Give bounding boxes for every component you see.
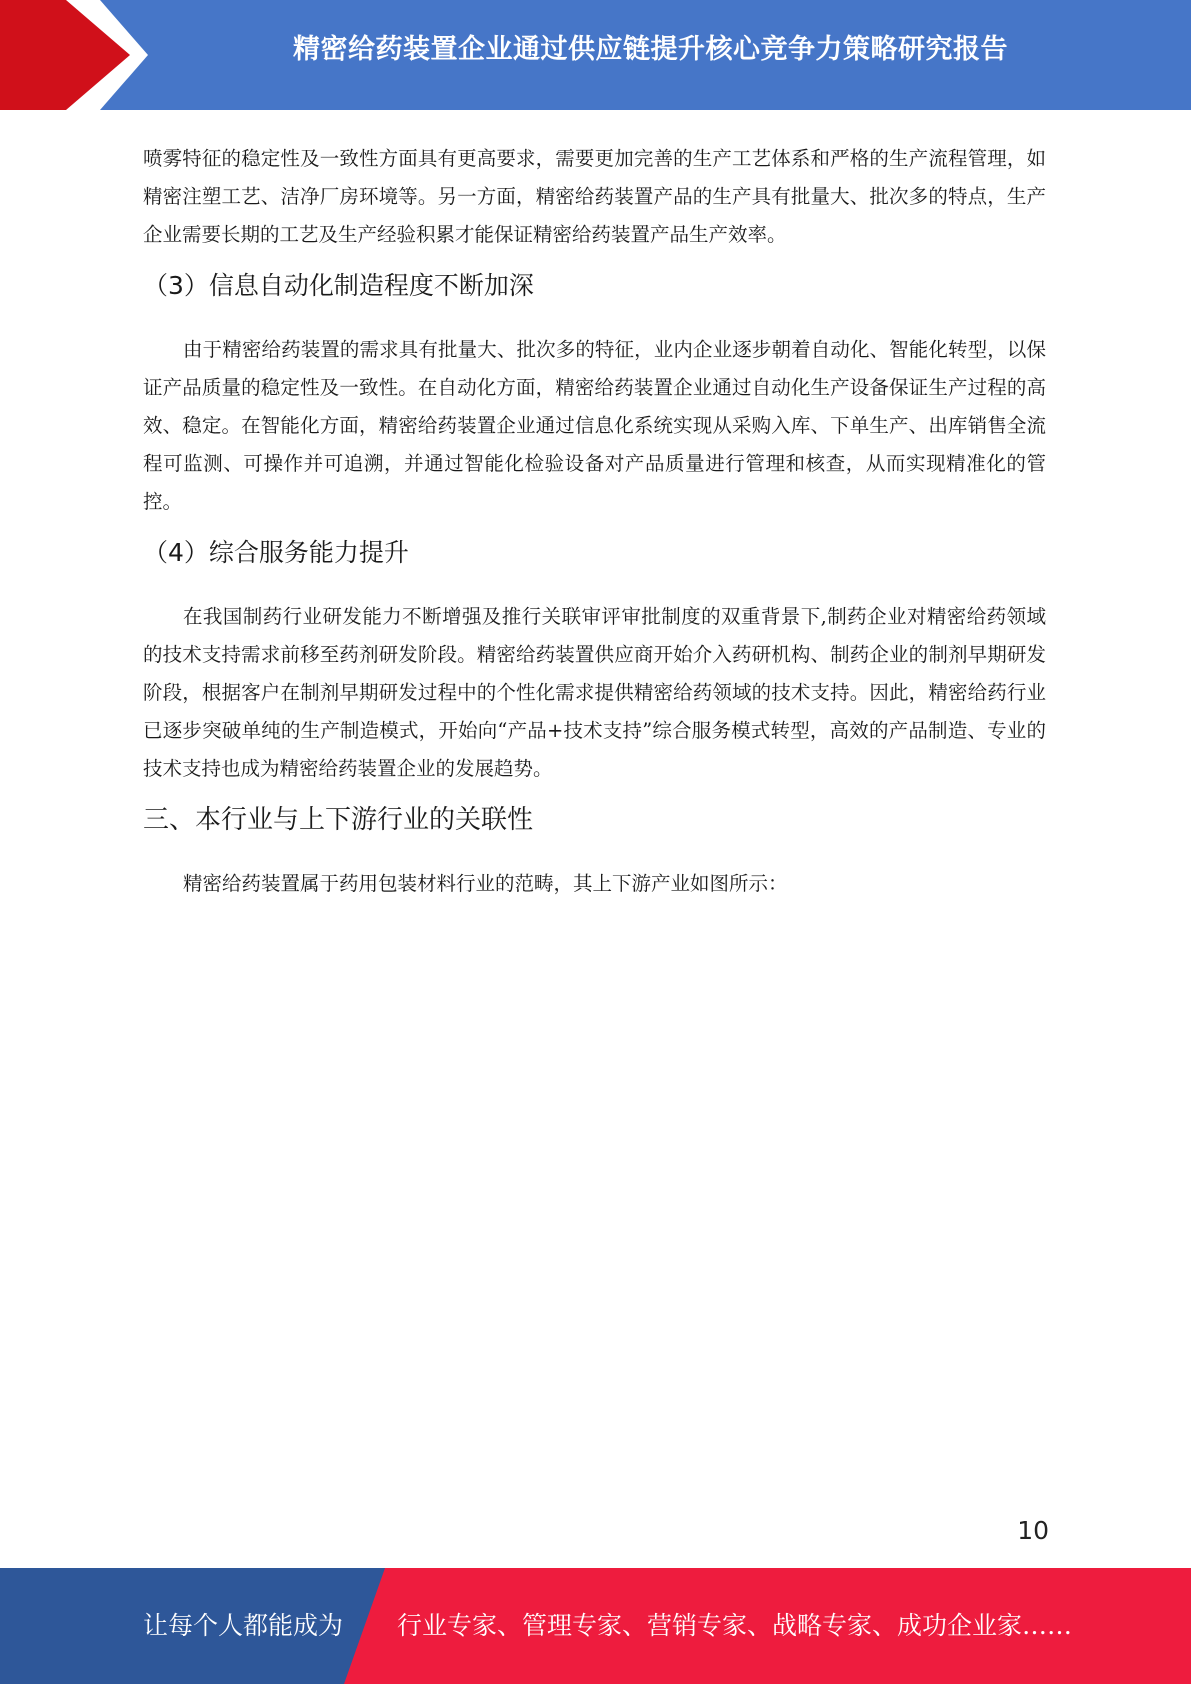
- report-title: 精密给药装置企业通过供应链提升核心竞争力策略研究报告: [293, 34, 1008, 65]
- section-heading-automation: （3）信息自动化制造程度不断加深: [143, 271, 534, 300]
- footer-slogan-left: 让每个人都能成为: [143, 1611, 344, 1640]
- page-header: [0, 0, 1191, 110]
- paragraph-production-process: 喷雾特征的稳定性及一致性方面具有更高要求，需要更加完善的生产工艺体系和严格的生产流程管理，如精密注塑工艺、洁净厂房环境等。另一方面，精密给药装置产品的生产具有批量大、批次多的特点，生产企业需要长期的工艺及生产经验积累才能保证精密给药装置产品生产效率。: [143, 147, 1046, 246]
- footer-slogan-right: 行业专家、管理专家、营销专家、战略专家、成功企业家……: [397, 1611, 1073, 1640]
- page-footer: [0, 1568, 1191, 1684]
- header-arrow-emblem: [0, 0, 150, 110]
- page-number: 10: [1017, 1516, 1049, 1545]
- paragraph-automation: 由于精密给药装置的需求具有批量大、批次多的特征，业内企业逐步朝着自动化、智能化转型，以保证产品质量的稳定性及一致性。在自动化方面，精密给药装置企业通过自动化生产设备保证生产过程的高效、稳定。在智能化方面，精密给药装置企业通过信息化系统实现从采购入库、下单生产、出库销售全流程可监测、可操作并可追溯，并通过智能化检验设备对产品质量进行管理和核查，从而实现精准化的管控。: [143, 338, 1046, 513]
- paragraph-industry-chain: 精密给药装置属于药用包装材料行业的范畴，其上下游产业如图所示：: [183, 872, 788, 895]
- paragraph-service: 在我国制药行业研发能力不断增强及推行关联审评审批制度的双重背景下,制药企业对精密给药领域的技术支持需求前移至药剂研发阶段。精密给药装置供应商开始介入药研机构、制药企业的制剂早期研发阶段，根据客户在制剂早期研发过程中的个性化需求提供精密给药领域的技术支持。因此，精密给药行业已逐步突破单纯的生产制造模式，开始向“产品+技术支持”综合服务模式转型，高效的产品制造、专业的技术支持也成为精密给药装置企业的发展趋势。: [143, 605, 1046, 780]
- chapter-heading-upstream-downstream: 三、本行业与上下游行业的关联性: [143, 805, 534, 835]
- page-content: [143, 140, 1046, 903]
- section-heading-service: （4）综合服务能力提升: [143, 538, 409, 567]
